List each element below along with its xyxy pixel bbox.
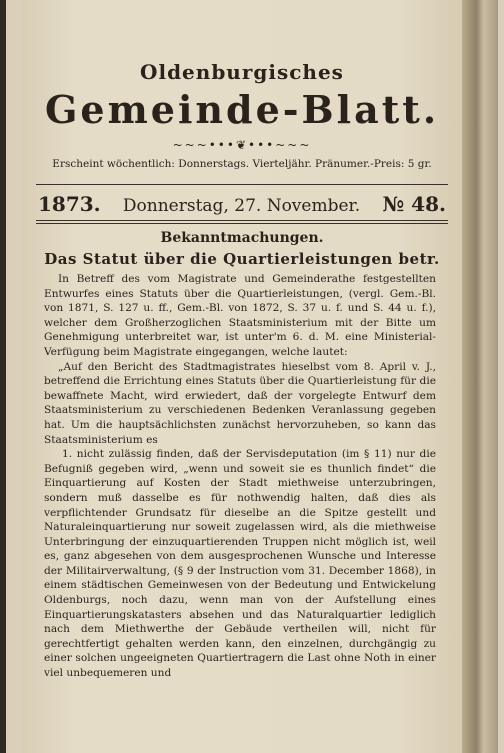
issue-date: Donnerstag, 27. November. xyxy=(122,196,361,216)
subscription-info: Erscheint wöchentlich: Donnerstags. Vierteljähr. Pränumer.-Preis: 5 gr. xyxy=(52,158,432,170)
book-binding xyxy=(462,0,498,753)
paragraph: In Betreff des vom Magistrate und Gemeinderathe festgestellten Entwurfes eines Statuts über die Quartierleistungen, (vergl. Gem.-Bl. von 1871, S. 127 u. ff., Gem.-Bl. von 1872, S. 37 u. f. und S. 44 u. f.), welcher dem Großherzoglichen Staatsministerium mit der Bitte um Genehmigung unterbreitet war, ist unter'm 6. d. M. eine Ministerial-Verfügung beim Magistrate eingegangen, welche lautet: xyxy=(44,273,436,358)
issue-year: 1873. xyxy=(38,192,101,216)
masthead-line1: Oldenburgisches xyxy=(140,60,344,84)
ornament-divider: ~~~•••❦•••~~~ xyxy=(172,138,312,152)
issue-number: № 48. xyxy=(382,192,446,216)
paragraph: 1. nicht zulässig finden, daß der Servisdeputation (im § 11) nur die Befugniß gegeben wird, „wenn und soweit sie es thunlich findet“ die Einquartierung auf Kosten der Stadt miethweise unterzubringen, sondern muß dasselbe es für nothwendig halten, daß dies als verpflichtender Grundsatz für dieselbe an die Spitze gestellt und Naturaleinquartierung nur soweit zugelassen wird, als die miethweise Unterbringung der einzuquartierenden Truppen nicht möglich ist, weil es, ganz abgesehen von dem ausgesprochenen Wunsche und Interesse der Militairverwaltung, (§ 9 der Instruction vom 31. December 1868), in einem städtischen Gemeinwesen von der Bedeutung und Entwickelung Oldenburgs, noch dazu, wenn man von der Aufstellung eines Einquartierungskatasters absehen und das Naturalquartier lediglich nach dem Miethwerthe der Gebäude vertheilen will, nicht für gerechtfertigt gehalten werden kann, den einzelnen, durchgängig zu einer solchen ungeeigneten Quartiertragern die Last ohne Noth in einer viel unbequemeren und xyxy=(44,448,436,680)
article-body xyxy=(44,272,436,681)
divider-rule xyxy=(36,223,448,224)
section-title: Bekanntmachungen. xyxy=(160,230,324,246)
newspaper-page xyxy=(22,0,462,753)
article-headline: Das Statut über die Quartierleistungen betr. xyxy=(44,250,440,268)
paragraph: „Auf den Bericht des Stadtmagistrates hieselbst vom 8. April v. J., betreffend die Errichtung eines Statuts über die Quartierleistung für die bewaffnete Macht, wird erwiedert, daß der vorgelegte Entwurf dem Staatsministerium zu verschiedenen Bedenken Veranlassung gegeben hat. Um die hauptsächlichsten zunächst hervorzuheben, so kann das Staatsministerium es xyxy=(44,360,436,446)
divider-rule xyxy=(36,220,448,221)
masthead-title: Gemeinde-Blatt. xyxy=(44,87,440,132)
issue-line xyxy=(38,192,446,216)
divider-rule xyxy=(36,184,448,185)
